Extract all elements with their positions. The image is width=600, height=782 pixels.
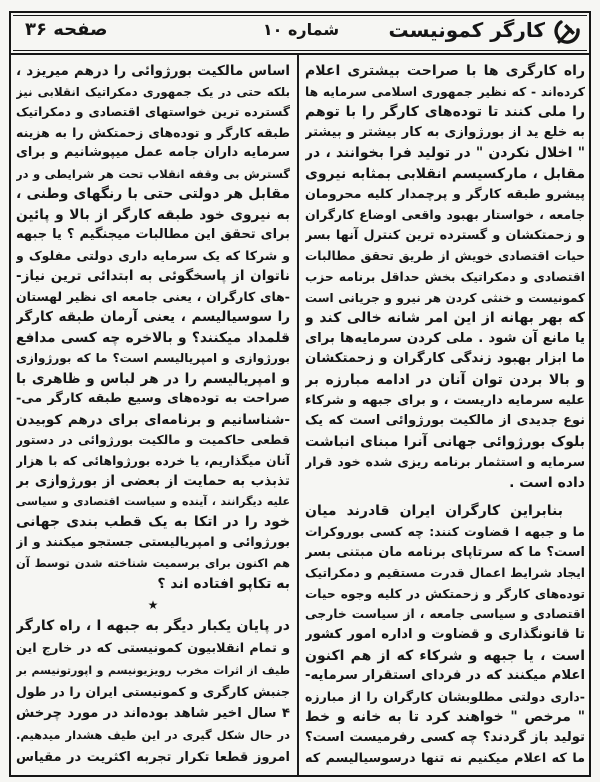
text-line [305, 349, 585, 370]
text-line-content: ۴ سال اخیر شاهد بوده‌اند در مورد چرخش [16, 706, 290, 722]
text-line-content: را ملی کنند تا توده‌های کارگر را با توهم [305, 104, 585, 121]
text-line [16, 553, 290, 574]
text-line-content: پیشرو طبقه کارگر و پرچمدار کلیه محرومان [305, 186, 585, 202]
text-line [16, 747, 290, 769]
text-line-content: -داری دولتی مطلوبشان کارگران را از مبارزه [305, 688, 585, 704]
text-line-content: سرمایه داران جامه عمل میپوشانیم و برای [16, 145, 290, 160]
text-line [305, 185, 585, 206]
text-line-content: مقابل هر دولتی حتی با رنگهای وطنی ، [16, 186, 290, 202]
text-line-content: امروز قطعا تکرار تجربه اکثریت در مقیاس [16, 749, 290, 765]
text-line [16, 123, 290, 144]
text-line [305, 625, 585, 646]
text-line [305, 707, 585, 728]
text-line-content: در پایان یکبار دیگر به جبهه ا ، راه کارگر [16, 618, 290, 634]
text-line-content: ایجاد شرایط اعمال قدرت مستقیم و دمکراتیک [305, 566, 585, 581]
text-line-content: مقابل ، مارکسیسم انقلابی بمثابه نیروی [305, 165, 585, 182]
text-line-content: -شناسانیم و برنامه‌ای برای درهم کوبیدن [16, 411, 290, 428]
text-line [305, 452, 585, 473]
text-line [305, 473, 585, 494]
text-line [16, 410, 290, 431]
page-number: صفحه ۳۶ [25, 19, 108, 40]
text-line-content: داده است . [509, 474, 585, 491]
right-paragraph-1 [305, 61, 585, 493]
left-column [16, 61, 290, 769]
text-line [16, 725, 290, 747]
text-line-content: است؟ ما که سرتاپای برنامه مان مبتنی بسر [305, 544, 585, 560]
text-line-content: -های کارگران ، یعنی جامعه ای نظیر لهستان [16, 288, 290, 304]
text-line [305, 288, 585, 309]
text-line [305, 666, 585, 687]
text-line-content: و شرکا که یک سرمایه داری دولتی مفلوک و [16, 247, 290, 263]
text-line [16, 430, 290, 451]
text-line [305, 329, 585, 350]
text-line [305, 391, 585, 412]
text-line-content: حیات اقتصادی خویش از طریق تحقق مطالبات [305, 249, 585, 264]
text-line-content: تذبذب به حمایت از بعضی از بورژوازی بر [16, 473, 290, 489]
text-line-content: ما و جبهه ا قضاوت کنند: چه کسی بوروکرات [305, 524, 585, 540]
text-line [305, 543, 585, 564]
text-line [16, 102, 290, 123]
text-line-content: " اخلال نکردن " در تولید فرا بخوانند ، در [305, 145, 585, 162]
text-line-content: آنان میگذاریم، یا خرده بورژواهائی که با هزار [16, 453, 290, 468]
text-line [305, 226, 585, 247]
text-line-content: که بهر بهانه از این امر شانه خالی کند و [305, 310, 585, 327]
text-line-content: به تکاپو افتاده اند ؟ [157, 575, 290, 592]
text-line [305, 370, 585, 391]
text-line [16, 61, 290, 82]
text-line [305, 205, 585, 226]
text-line-content: اقتصادی و سیاسی جامعه ، از سیاست خارجی [305, 607, 585, 622]
text-line [16, 184, 290, 205]
text-line-content: جامعه ، خواستار بهبود واقعی اوضاع کارگران [305, 207, 585, 223]
text-line-content: و تمام انقلابیون کمونیستی که در خارج این [16, 640, 290, 656]
text-line [305, 563, 585, 584]
text-line [305, 143, 585, 164]
text-line-content: بلوک بورژوائی جهانی آنرا مبنای انباشت [305, 433, 585, 450]
text-line [16, 451, 290, 472]
text-line [305, 584, 585, 605]
text-line [305, 82, 585, 103]
text-line [16, 681, 290, 703]
text-line [305, 411, 585, 432]
text-line-content: و امپریالیسم را در هر لباس و ظاهری با [16, 370, 290, 387]
text-line-content: اقتصادی و دمکراتیک بخش حداقل برنامه حزب [305, 269, 585, 284]
text-line [16, 638, 290, 660]
text-line-content: اساس مالکیت بورژوائی را درهم میریزد ، [16, 63, 290, 79]
text-line-content: بورژوازی و امپریالیسم است؟ ما که بورژوازی [16, 351, 290, 365]
right-column [305, 61, 585, 769]
text-line-content: علیه سرمایه داریست ، و برای جبهه و شرکاء [305, 392, 585, 408]
text-line [305, 308, 585, 329]
text-line [305, 246, 585, 267]
text-line [305, 522, 585, 543]
text-line [16, 143, 290, 164]
text-line-content: صراحت به توده‌های وسیع طبقه کارگر می- [16, 391, 290, 406]
masthead-title: کارگر کمونیست [388, 18, 545, 42]
text-line-content: یا مانع آن شود . ملی کردن سرمایه‌ها برای [305, 330, 585, 346]
text-line [16, 471, 290, 492]
text-line [16, 533, 290, 554]
text-line-content: راه کارگری ها با صراحت بیشتری اعلام [305, 63, 585, 79]
text-line-content: و زحمتکشان و گسترده ترین کنترل آنها بسر [305, 227, 585, 243]
text-line-content: تا قانونگذاری و قضاوت و اداره امور کشور [305, 627, 585, 643]
text-line-content: است ، یا جبهه و شرکاء که از هم اکنون [305, 647, 585, 664]
text-line-content: طبقه کارگر و توده‌های زحمتکش را به هزینه [16, 124, 290, 140]
text-line [16, 574, 290, 595]
text-line-content: قلمداد میکنند؟ و بالاخره چه کسی مدافع [16, 329, 290, 346]
text-line-content: بلکه حتی در یک جمهوری دمکراتیک انقلابی نیز [16, 84, 290, 99]
text-line-content: گسترده ترین خواستهای اقتصادی و دمکراتیک [16, 105, 290, 119]
text-line-content: توده‌های کارگر و زحمتکش در کلیه وجوه حیات [305, 586, 585, 601]
text-line-content: جنبش کارگری و کمونیستی ایران را در طول [16, 684, 290, 700]
text-line [16, 205, 290, 226]
text-line [305, 61, 585, 82]
text-line-content: هم اکنون برای برسمیت شناخته شدن توسط آن [16, 556, 290, 570]
text-line-content: و بالا بردن توان آنان در ادامه مبارزه بر [305, 371, 585, 388]
text-line [305, 123, 585, 144]
text-line [305, 432, 585, 453]
right-paragraph-2 [305, 501, 585, 769]
text-line-content: به نیروی خود طبقه کارگر از بالا و پائین [16, 206, 290, 223]
text-line [16, 512, 290, 533]
text-line-content: کرده‌اند - که نظیر جمهوری اسلامی سرمایه ها [305, 84, 585, 99]
issue-number: شماره ۱۰ [262, 20, 340, 39]
text-line [305, 267, 585, 288]
text-line [16, 389, 290, 410]
star-separator: ★ [147, 598, 159, 612]
text-line-content: " مرخص " خواهند کرد تا به خانه و خط [305, 709, 585, 726]
text-line-content: علیه دیگرانند ، آینده و سیاست اقتصادی و سیاسی [16, 494, 290, 508]
text-line-content: تولید باز گردند؟ چه کسی رفرمیست است؟ [305, 730, 585, 745]
hammer-and-sickle-icon [551, 16, 583, 48]
text-line [305, 728, 585, 749]
text-line [16, 492, 290, 513]
text-line-content: بورژوائی و امپریالیستی جستجو میکنند و از [16, 534, 290, 550]
text-line [16, 616, 290, 638]
text-line [16, 348, 290, 369]
text-line [305, 164, 585, 185]
text-line-content: را سوسیالیسم ، یعنی آرمان طبقه کارگر [16, 309, 290, 325]
text-line [16, 225, 290, 246]
text-line [305, 646, 585, 667]
text-line-content: اعلام میکنند که در فردای استقرار سرمایه- [305, 668, 585, 684]
text-line [16, 328, 290, 349]
text-line [16, 307, 290, 328]
text-line [305, 501, 585, 522]
text-line [16, 82, 290, 103]
text-line-content: ناتوان از پاسخگوئی به ابتدائی ترین نیاز- [16, 268, 290, 284]
column-divider [297, 55, 299, 775]
text-line [16, 266, 290, 287]
text-line [16, 287, 290, 308]
text-line [305, 687, 585, 708]
text-line [16, 703, 290, 725]
text-line-content: بنابراین کارگران ایران قادرند میان [305, 503, 563, 520]
text-line-content: برای تحقق این مطالبات میجنگیم ؟ یا جبهه [16, 227, 290, 242]
text-line-content: به خلع ید از بورژوازی به کار بیشتر و بیشتر [305, 124, 585, 140]
text-line-content: ما ابزار بهبود زندگی کارگران و زحمتکشان [305, 351, 585, 367]
left-paragraph-2 [16, 616, 290, 769]
text-line-content: در حال شکل گیری در این طیف هشدار میدهیم. [16, 727, 290, 742]
text-line [305, 604, 585, 625]
text-line [305, 749, 585, 770]
text-line-content: گسترش بی وقفه انقلاب تحت هر شرایطی و در [16, 166, 290, 181]
text-line-content: نوع جدیدی از مالکیت بورژوائی است که یک [305, 413, 585, 429]
text-line [16, 164, 290, 185]
left-paragraph-1 [16, 61, 290, 594]
text-line [305, 102, 585, 123]
text-line [16, 660, 290, 682]
text-line-content: طیف از اثرات مخرب رویزیونیسم و اپورتونیسم بر [16, 663, 290, 677]
text-line [16, 246, 290, 267]
text-line-content: سرمایه و استثمار برنامه ریزی شده خود قرار [305, 454, 585, 470]
text-line [16, 369, 290, 390]
masthead-header [9, 11, 591, 55]
text-line-content: قطعی حاکمیت و مالکیت بورژوائی در دستور [16, 433, 290, 447]
text-line-content: خود را در اتکا به یک قطب بندی جهانی [16, 514, 290, 530]
text-line-content: ما که اعلام میکنیم نه تنها درسوسیالیسم که [305, 750, 585, 766]
text-line-content: کمونیست و خنثی کردن هر نیرو و جریانی است [305, 290, 585, 305]
